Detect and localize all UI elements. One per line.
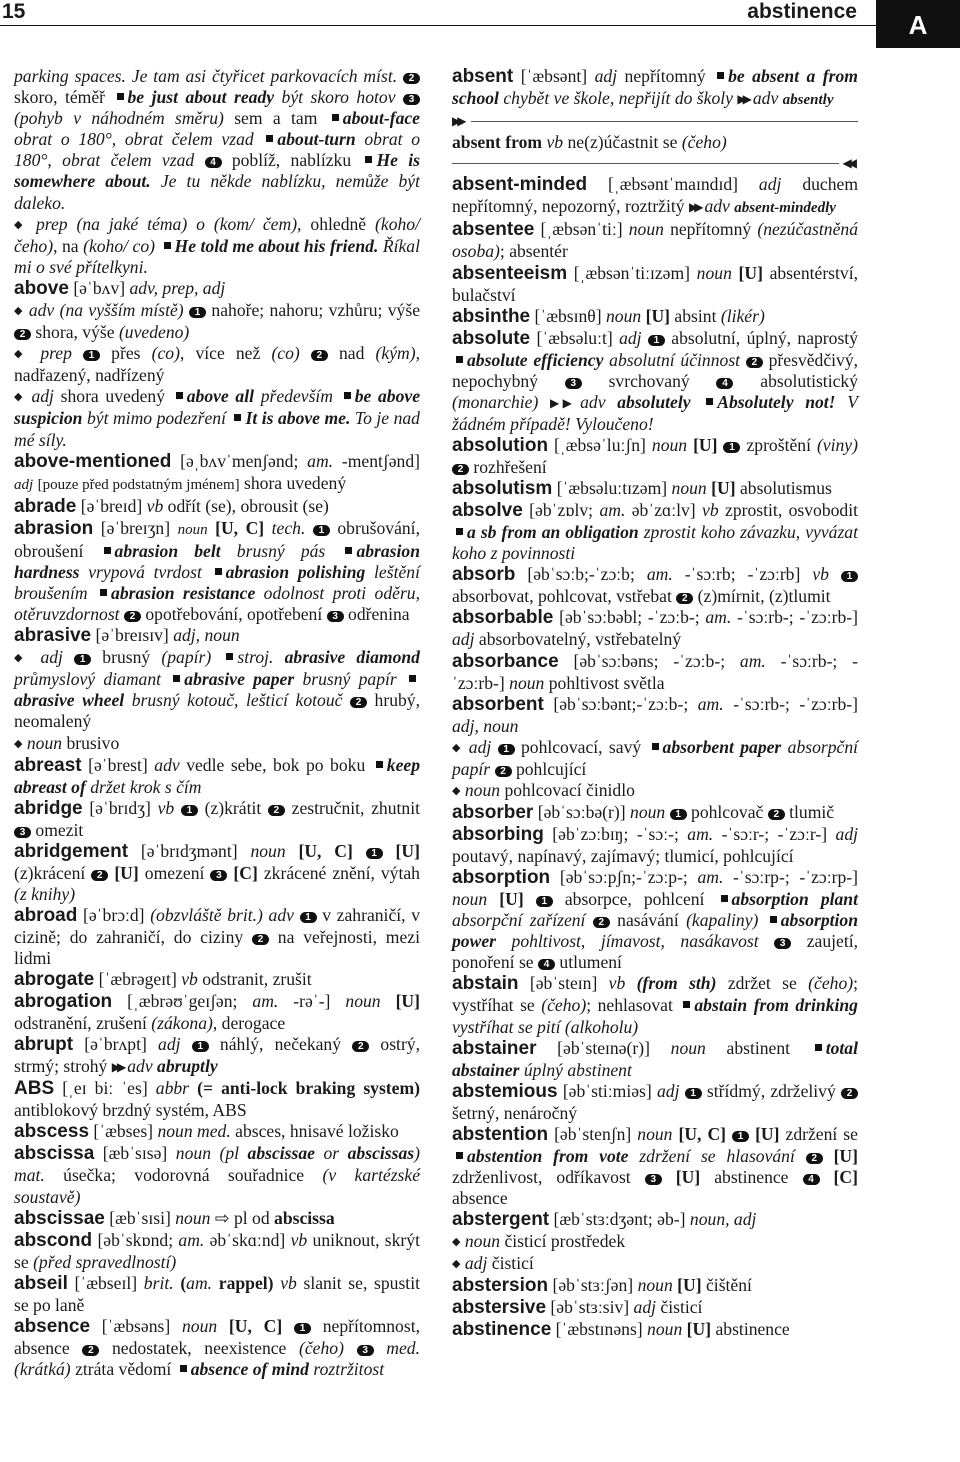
entry-absorbable: absorbable [əbˈsɔːbəbl; -ˈzɔːb-; am. -ˈsɔːrb-; -ˈzɔːrb-] adj absorbovatelný, vstřebatelný [452,607,858,650]
right-column [452,66,858,1341]
entry-absentee: absentee [ˌæbsənˈtiː] noun nepřítomný (nezúčastněná osoba); absentér [452,219,858,262]
entry-abscissa: abscissa [æbˈsɪsə] noun (pl abscissae or abscissas) mat. úsečka; vodorovná souřadnice (v kartézské soustavě) [14,1143,420,1207]
entry-above-adv: ◆ adv (na vyšším místě) 1 nahoře; nahoru; vzhůru; výše 2 shora, výše (uvedeno) [14,299,421,343]
entry-abrasive-noun: ◆ noun brusivo [14,732,120,753]
entry-absent-minded: absent-minded [ˌæbsəntˈmaɪndɪd] adj duchem nepřítomný, nepozorný, roztržitý ▶▶ adv absent-mindedly [452,174,859,217]
entry-abrasion: abrasion [əˈbreɪʒn] noun [U, C] tech. 1 obrušování, obroušení abrasion belt brusný pás abrasion hardness vrypová tvrdost abrasion polishing leštění broušením abrasion resistance odolnost proti oděru, otěruvzdornost 2 opotřebování, opotřebení 3 odřenina [14,517,420,625]
section-letter-tab: A [876,0,960,48]
entry-abrupt: abrupt [əˈbrʌpt] adj 1 náhlý, nečekaný 2 ostrý, strmý; strohý ▶▶ adv abruptly [14,1034,420,1077]
entry-absinthe: absinthe [ˈæbsɪnθ] noun [U] absint (likér) [452,305,765,327]
entry-about-cont: parking spaces. Je tam asi čtyřicet parkovacích míst. 2 skoro, téměř be just about ready být skoro hotov 3 (pohyb v náhodném směru) sem a tam about-face obrat o 180°, obrat čelem vzad about-turn obrat o 180°, obrat čelem vzad 4 poblíž, nablízku He is somewhere about. Je tu někde nablízku, nemůže být daleko. [14,66,421,213]
entry-abs: ABS [ˌeɪ biː ˈes] abbr (= anti-lock braking system) antiblokový brzdný systém, ABS [14,1078,420,1121]
entry-abridgement: abridgement [əˈbrɪdʒmənt] noun [U, C] 1 [U] (z)krácení 2 [U] omezení 3 [C] zkrácené znění, výtah (z knihy) [14,840,420,904]
entry-above-prep: ◆ prep 1 přes (co), více než (co) 2 nad (kým), nadřazený, nadřízený [14,343,420,386]
entry-absenteeism: absenteeism [ˌæbsənˈtiːɪzəm] noun [U] absentérství, bulačství [452,262,858,305]
entry-abrogation: abrogation [ˌæbrəʊˈgeɪʃən; am. -rəˈ-] noun [U] odstranění, zrušení (zákona), derogace [14,991,421,1034]
entry-abstergent-adj: ◆ adj čisticí [452,1253,534,1274]
entry-abscond: abscond [əbˈskɒnd; am. əbˈskɑːnd] vb uniknout, skrýt se (před spravedlností) [14,1229,420,1272]
entry-absolve: absolve [əbˈzɒlv; am. əbˈzɑːlv] vb zprostit, osvobodit a sb from an obligation zprostit koho závazku, vyvázat koho z povinnosti [452,500,859,564]
entry-abroad: abroad [əˈbrɔːd] (obzvláště brit.) adv 1 v zahraničí, v cizině; do zahraničí, do ciziny 2 na veřejnosti, mezi lidmi [14,905,420,969]
phrasal-end-marker: ◀◀ [452,153,858,174]
entry-above: above [əˈbʌv] adv, prep, adj [14,277,226,299]
entry-absorber: absorber [əbˈsɔːbə(r)] noun 1 pohlcovač 2 tlumič [452,801,835,823]
entry-absorbent-noun: ◆ noun pohlcovací činidlo [452,779,635,800]
entry-abrasive: abrasive [əˈbreɪsɪv] adj, noun [14,625,240,647]
entry-abreast: abreast [əˈbrest] adv vedle sebe, bok po boku keep abreast of držet krok s čím [14,754,420,797]
entry-abscess: abscess [ˈæbses] noun med. absces, hnisavé ložisko [14,1121,399,1143]
page-header [0,0,960,48]
entry-absolutism: absolutism [ˈæbsəluːtɪzəm] noun [U] absolutismus [452,478,832,500]
phrasal-start-marker: ▶▶ [452,111,858,132]
entry-absorbent: absorbent [əbˈsɔːbənt;-ˈzɔːb-; am. -ˈsɔːrb-; -ˈzɔːrb-] adj, noun [452,693,858,736]
entry-abstersion: abstersion [əbˈstɜːʃən] noun [U] čištění [452,1275,752,1297]
entry-above-mentioned: above-mentioned [əˌbʌvˈmenʃənd; am. -mentʃənd] adj [pouze před podstatným jménem] shora uvedený [14,450,421,493]
entry-abrade: abrade [əˈbreɪd] vb odřít (se), obrousit (se) [14,495,329,517]
entry-abstinence: abstinence [ˈæbstɪnəns] noun [U] abstinence [452,1319,790,1341]
entry-abridge: abridge [əˈbrɪdʒ] vb 1 (z)krátit 2 zestručnit, zhutnit 3 omezit [14,797,420,840]
entry-abscissae: abscissae [æbˈsɪsi] noun ⇨ pl od abscissa [14,1207,335,1229]
entry-abstain: abstain [əbˈsteɪn] vb (from sth) zdržet se (čeho); vystříhat se (čeho); nehlasovat abstain from drinking vystříhat se pití (alkoholu) [452,973,858,1037]
entry-above-adj: ◆ adj shora uvedený above all především be above suspicion být mimo podezření It is above me. To je nad mé síly. [14,386,421,450]
entry-absolution: absolution [ˌæbsəˈluːʃn] noun [U] 1 zproštění (viny) 2 rozhřešení [452,435,858,478]
page-number: 15 [2,0,26,23]
entry-absorb: absorb [əbˈsɔːb;-ˈzɔːb; am. -ˈsɔːrb; -ˈzɔːrb] vb 1 absorbovat, pohlcovat, vstřebat 2 (z)mírnit, (z)tlumit [452,564,858,607]
entry-absorbance: absorbance [əbˈsɔːbəns; -ˈzɔːb-; am. -ˈsɔːrb-; -ˈzɔːrb-] noun pohltivost světla [452,650,859,693]
entry-abstention: abstention [əbˈstenʃn] noun [U, C] 1 [U] zdržení se abstention from vote zdržení se hlasování 2 [U] zdrženlivost, odříkavost 3 [U] abstinence 4 [C] absence [452,1123,858,1208]
entry-absent-from: absent from vb ne(z)účastnit se (čeho) [452,132,727,153]
entry-abstemious: abstemious [əbˈstiːmiəs] adj 1 střídmý, zdrželivý 2 šetrný, nenáročný [452,1081,858,1124]
entry-abrasive-adj: ◆ adj 1 brusný (papír) stroj. abrasive diamond průmyslový diamant abrasive paper brusný papír abrasive wheel brusný kotouč, lešticí kotouč 2 hrubý, neomalený [14,647,420,732]
entry-abstergent: abstergent [æbˈstɜːdʒənt; əb-] noun, adj [452,1209,757,1231]
entry-abrogate: abrogate [ˈæbrəgeɪt] vb odstranit, zrušit [14,969,312,991]
header-rule [0,25,876,26]
entry-abstergent-noun: ◆ noun čisticí prostředek [452,1231,626,1252]
entry-absolute: absolute [ˈæbsəluːt] adj 1 absolutní, úplný, naprostý absolute efficiency absolutní účinnost 2 přesvědčivý, nepochybný 3 svrchovaný 4 absolutistický (monarchie) ▶▶ adv absolutely Absolutely not! V žádném případě! Vyloučeno! [452,327,859,434]
running-head: abstinence [747,0,857,23]
entry-absence: absence [ˈæbsəns] noun [U, C] 1 nepřítomnost, absence 2 nedostatek, neexistence (čeho) 3 med. (krátká) ztráta vědomí absence of mind roztržitost [14,1315,421,1379]
entry-abstainer: abstainer [əbˈsteɪnə(r)] noun abstinent total abstainer úplný abstinent [452,1037,858,1080]
left-column [14,66,420,1380]
entry-absorbing: absorbing [əbˈzɔːbɪŋ; -ˈsɔː-; am. -ˈsɔːr-; -ˈzɔːr-] adj poutavý, napínavý, zajímavý; tlumicí, pohlcující [452,823,858,866]
entry-absent: absent [ˈæbsənt] adj nepřítomný be absent a from school chybět ve škole, nepřijít do školy ▶▶ adv absently [452,66,858,108]
entry-abseil: abseil [ˈæbseɪl] brit. (am. rappel) vb slanit se, spustit se po laně [14,1272,420,1315]
entry-absorption: absorption [əbˈsɔːpʃn;-ˈzɔːp-; am. -ˈsɔːrp-; -ˈzɔːrp-] noun [U] 1 absorpce, pohlcení absorption plant absorpční zařízení 2 nasávání (kapaliny) absorption power pohltivost, jímavost, nasákavost 3 zaujetí, ponoření se 4 utlumení [452,867,859,973]
entry-absorbent-adj: ◆ adj 1 pohlcovací, savý absorbent paper absorpční papír 2 pohlcující [452,736,859,779]
entry-about-prep: ◆ prep (na jaké téma) o (kom/ čem), ohledně (koho/ čeho), na (koho/ co) He told me about his friend. Říkal mi o své přítelkyni. [14,213,420,277]
entry-abstersive: abstersive [əbˈstɜːsiv] adj čisticí [452,1297,703,1319]
